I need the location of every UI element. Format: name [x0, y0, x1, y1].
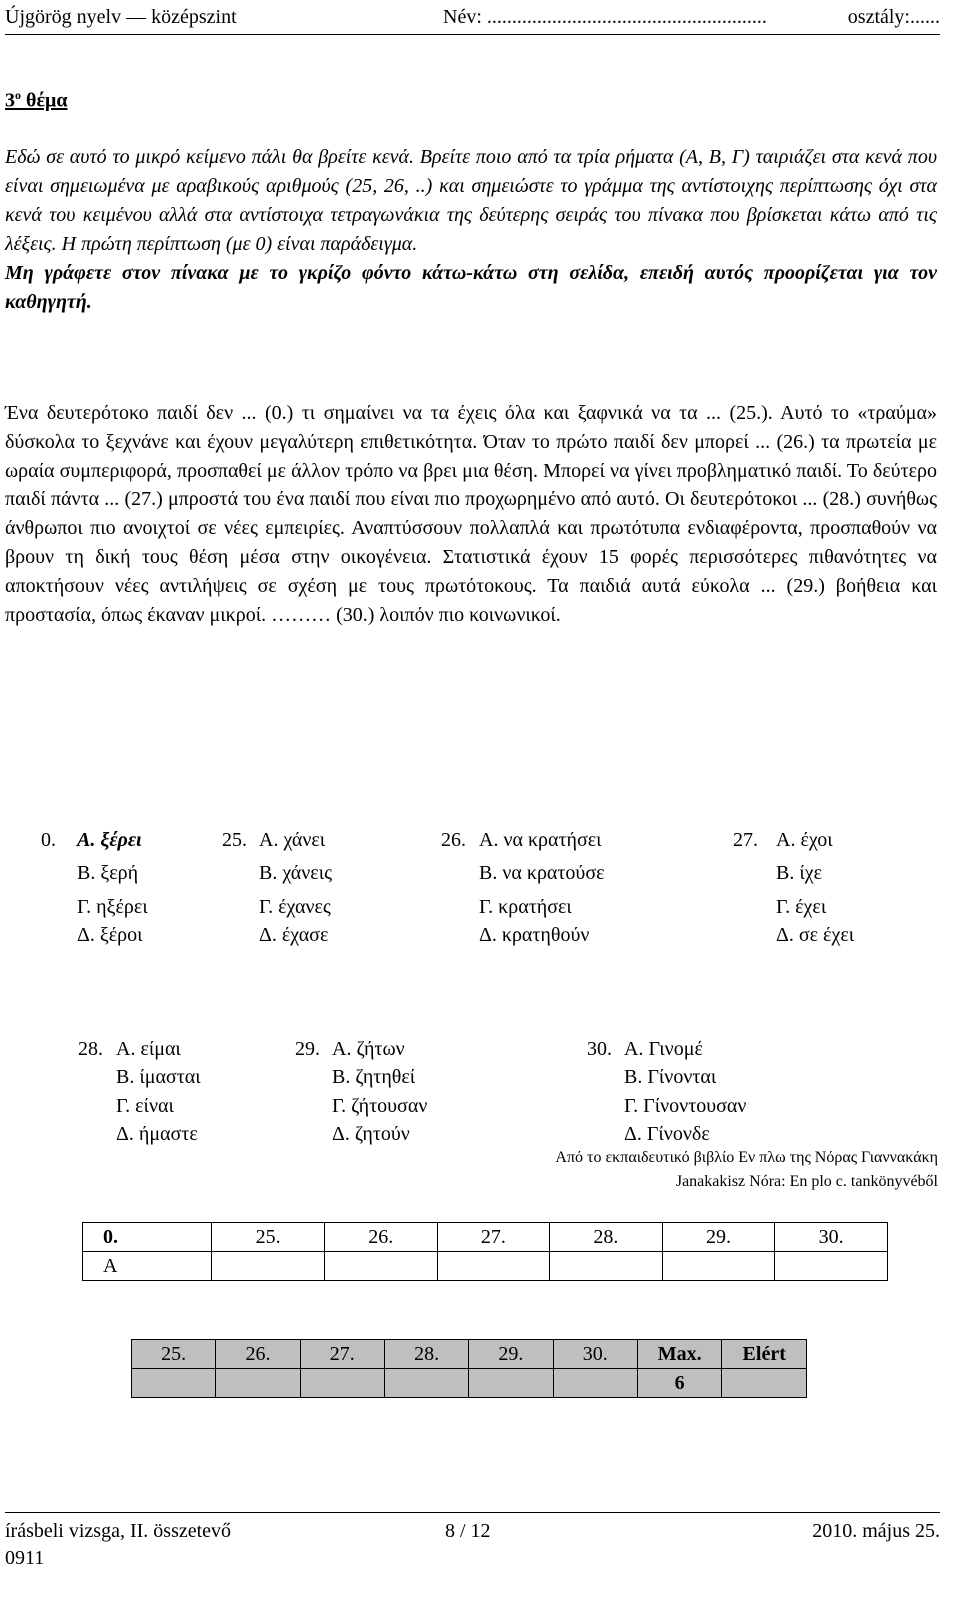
answer-header-cell: 25. — [212, 1223, 325, 1252]
option-number: 25. — [222, 829, 247, 851]
score-header-cell: 29. — [469, 1340, 553, 1369]
answer-header-cell: 26. — [324, 1223, 437, 1252]
option-c: Γ. Γίνοντουσαν — [624, 1095, 747, 1117]
answer-header-cell: 28. — [550, 1223, 663, 1252]
answer-cell[interactable] — [212, 1252, 325, 1281]
answer-table-answer-row — [83, 1252, 888, 1281]
score-cell — [132, 1369, 216, 1398]
instructions-text: Εδώ σε αυτό το μικρό κείμενο πάλι θα βρείτε κενά. Βρείτε ποιο από τα τρία ρήματα (Α, Β, Γ) ταιριάζει στα κενά που είναι σημειωμένα με αραβικούς αριθμούς (25, 26, ..) και σημειώστε το γράμμα της αντίστοιχης περίπτωσης όχι στα κενά του κειμένου αλλά στα αντίστοιχα τετραγωνάκια της δεύτερης σειράς του πίνακα που βρίσκεται κάτω από τις λέξεις. Η πρώτη περίπτωση (με 0) είναι παράδειγμα. — [5, 146, 937, 255]
section-number-sup: o — [15, 88, 21, 102]
option-d: Δ. κρατηθούν — [479, 924, 590, 946]
source-citation-hungarian: Janakakisz Nóra: En plo c. tankönyvéből — [675, 1173, 938, 1190]
option-b: Β. να κρατούσε — [479, 862, 605, 884]
source-citation-greek: Από το εκπαιδευτικό βιβλίο Εν πλω της Νόρας Γιαννακάκη — [555, 1149, 938, 1166]
answer-header-cell: 0. — [83, 1223, 212, 1252]
score-cell — [553, 1369, 637, 1398]
option-d: Δ. έχασε — [259, 924, 329, 946]
option-d: Δ. ξέροι — [77, 924, 143, 946]
score-cell — [469, 1369, 553, 1398]
option-a: Α. είμαι — [116, 1038, 181, 1060]
option-number: 30. — [587, 1038, 612, 1060]
option-number: 28. — [78, 1038, 103, 1060]
score-table-value-row — [132, 1369, 807, 1398]
header-divider — [5, 34, 940, 35]
score-cell — [216, 1369, 300, 1398]
option-b: Β. Γίνονται — [624, 1066, 717, 1088]
score-achieved-header: Elért — [722, 1340, 807, 1369]
header-class-field: osztály:...... — [847, 6, 940, 28]
option-c: Γ. έχανες — [259, 896, 331, 918]
instructions — [5, 143, 937, 317]
answer-cell[interactable] — [550, 1252, 663, 1281]
score-table — [131, 1339, 807, 1398]
option-b: Β. ζητηθεί — [332, 1066, 416, 1088]
header-name-field: Név: ........................................................ — [443, 6, 767, 28]
option-number: 29. — [295, 1038, 320, 1060]
option-a: Α. χάνει — [259, 829, 326, 851]
score-header-cell: 27. — [300, 1340, 384, 1369]
score-max-value: 6 — [637, 1369, 722, 1398]
answer-cell[interactable] — [324, 1252, 437, 1281]
option-b: Β. ίμασται — [116, 1066, 201, 1088]
answer-table — [82, 1222, 888, 1281]
option-c: Γ. ζήτουσαν — [332, 1095, 428, 1117]
option-c: Γ. ηξέρει — [77, 896, 148, 918]
option-number: 26. — [441, 829, 466, 851]
section-title-text: θέμα — [21, 89, 68, 112]
footer-divider — [5, 1512, 940, 1513]
score-cell — [384, 1369, 468, 1398]
option-c: Γ. είναι — [116, 1095, 174, 1117]
answer-cell[interactable] — [775, 1252, 888, 1281]
option-number: 27. — [733, 829, 758, 851]
answer-cell-example: A — [83, 1252, 212, 1281]
score-header-cell: 30. — [553, 1340, 637, 1369]
answer-header-cell: 29. — [662, 1223, 775, 1252]
score-header-cell: 26. — [216, 1340, 300, 1369]
answer-cell[interactable] — [662, 1252, 775, 1281]
option-d: Δ. ήμαστε — [116, 1123, 198, 1145]
option-a: Α. ξέρει — [77, 829, 142, 851]
option-c: Γ. έχει — [776, 896, 827, 918]
option-d: Δ. ζητούν — [332, 1123, 410, 1145]
option-a: Α. ζήτων — [332, 1038, 405, 1060]
answer-header-cell: 27. — [437, 1223, 550, 1252]
option-c: Γ. κρατήσει — [479, 896, 572, 918]
footer-code: 0911 — [5, 1547, 45, 1569]
option-b: Β. χάνεις — [259, 862, 332, 884]
score-cell — [300, 1369, 384, 1398]
footer-page-number: 8 / 12 — [445, 1520, 491, 1542]
option-a: Α. Γινομέ — [624, 1038, 703, 1060]
option-b: Β. ξερή — [77, 862, 139, 884]
score-table-header-row — [132, 1340, 807, 1369]
option-b: Β. ίχε — [776, 862, 822, 884]
option-number: 0. — [41, 829, 56, 851]
header-subject: Újgörög nyelv — középszint — [5, 6, 237, 28]
score-achieved-value — [722, 1369, 807, 1398]
option-a: Α. έχοι — [776, 829, 833, 851]
option-d: Δ. σε έχει — [776, 924, 855, 946]
section-title — [5, 88, 67, 113]
instructions-warning: Μη γράφετε στον πίνακα με το γκρίζο φόντο κάτω-κάτω στη σελίδα, επειδή αυτός προορίζεται για τον καθηγητή. — [5, 262, 937, 313]
option-d: Δ. Γίνονδε — [624, 1123, 710, 1145]
score-header-cell: 28. — [384, 1340, 468, 1369]
page-header — [5, 6, 940, 32]
answer-cell[interactable] — [437, 1252, 550, 1281]
footer-exam-part: írásbeli vizsga, II. összetevő — [5, 1520, 232, 1542]
option-a: Α. να κρατήσει — [479, 829, 602, 851]
answer-table-header-row — [83, 1223, 888, 1252]
answer-header-cell: 30. — [775, 1223, 888, 1252]
footer-date: 2010. május 25. — [812, 1520, 940, 1542]
score-header-cell: 25. — [132, 1340, 216, 1369]
section-number: 3 — [5, 89, 15, 112]
reading-passage: Ένα δευτερότοκο παιδί δεν ... (0.) τι σημαίνει να τα έχεις όλα και ξαφνικά να τα ... (25.). Αυτό το «τραύμα» δύσκολα το ξεχνάνε και έχουν μεγαλύτερη επιθετικότητα. Όταν το πρώτο παιδί δεν μπορεί ... (26.) τα πρωτεία με ωραία συμπεριφορά, προσπαθεί με άλλον τρόπο να βρει μια θέση. Μπορεί να γίνει προβληματικό παιδί. Το δεύτερο παιδί πάντα ... (27.) μπροστά του ένα παιδί που είναι πιο προχωρημένο από αυτό. Οι δευτερότοκοι ... (28.) συνήθως άνθρωποι πιο ανοιχτοί σε νέες εμπειρίες. Αναπτύσσουν πολλαπλά και πρωτότυπα ενδιαφέροντα, προσπαθούν να βρουν τη δική τους θέση μέσα στην οικογένεια. Στατιστικά έχουν 15 φορές περισσότερες πιθανότητες να αποκτήσουν νέες αντιλήψεις σε σχέση με τους πρωτότοκους. Τα παιδιά αυτά εύκολα ... (29.) βοήθεια και προστασία, όπως έκαναν μικροί. ……… (30.) λοιπόν πιο κοινωνικοί. — [5, 402, 937, 626]
score-max-header: Max. — [637, 1340, 722, 1369]
